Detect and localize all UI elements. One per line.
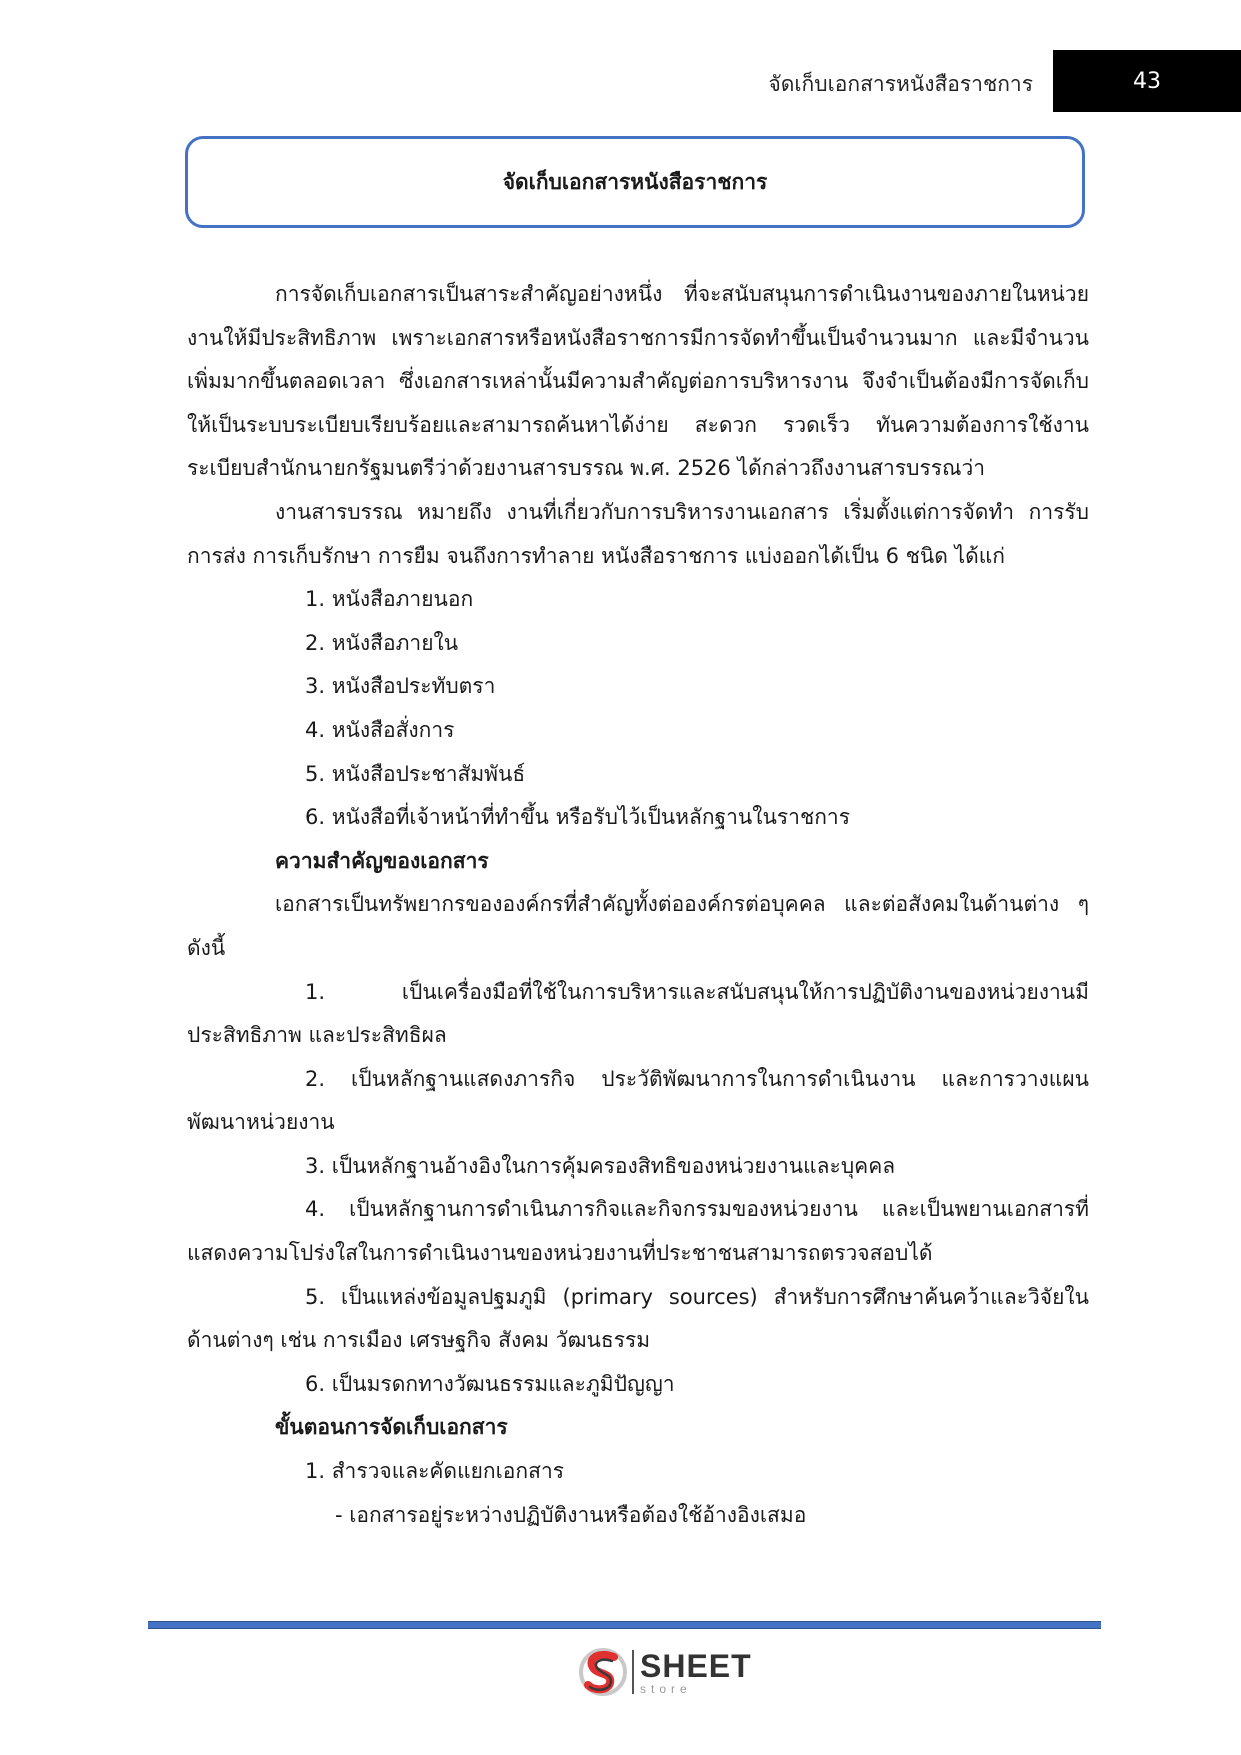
chapter-title: จัดเก็บเอกสารหนังสือราชการ bbox=[502, 169, 768, 194]
importance-item: 4. เป็นหลักฐานการดำเนินภารกิจและกิจกรรมของหน่วยงาน และเป็นพยานเอกสารที่แสดงความโปร่งใสในการดำเนินงานของหน่วยงานที่ประชาชนสามารถตรวจสอบได้ bbox=[187, 1197, 1089, 1266]
importance-item: 1. เป็นเครื่องมือที่ใช้ในการบริหารและสนับสนุนให้การปฏิบัติงานของหน่วยงานมีประสิทธิภาพ และประสิทธิผล bbox=[187, 979, 1089, 1048]
steps-heading: ขั้นตอนการจัดเก็บเอกสาร bbox=[275, 1415, 508, 1440]
importance-item: 6. เป็นมรดกทางวัฒนธรรมและภูมิปัญญา bbox=[305, 1371, 675, 1396]
doc-type-item: 4. หนังสือสั่งการ bbox=[305, 717, 455, 742]
sheet-store-logo-icon bbox=[578, 1645, 628, 1699]
step-sub-item: - เอกสารอยู่ระหว่างปฏิบัติงานหรือต้องใช้อ้างอิงเสมอ bbox=[335, 1502, 807, 1527]
intro-paragraph: การจัดเก็บเอกสารเป็นสาระสำคัญอย่างหนึ่ง ที่จะสนับสนุนการดำเนินงานของภายในหน่วยงานให้มีประสิทธิภาพ เพราะเอกสารหรือหนังสือราชการมีการจัดทำขึ้นเป็นจำนวนมาก และมีจำนวนเพิ่มมากขึ้นตลอดเวลา ซึ่งเอกสารเหล่านั้นมีความสำคัญต่อการบริหารงาน จึงจำเป็นต้องมีการจัดเก็บให้เป็นระบบระเบียบเรียบร้อยและสามารถค้นหาได้ง่าย สะดวก รวดเร็ว ทันความต้องการใช้งานระเบียบสำนักนายกรัฐมนตรีว่าด้วยงานสารบรรณ พ.ศ. 2526 ได้กล่าวถึงงานสารบรรณว่า bbox=[187, 282, 1089, 481]
logo-separator bbox=[632, 1650, 634, 1694]
definition-paragraph: งานสารบรรณ หมายถึง งานที่เกี่ยวกับการบริหารงานเอกสาร เริ่มตั้งแต่การจัดทำ การรับ การส่ง การเก็บรักษา การยืม จนถึงการทำลาย หนังสือราชการ แบ่งออกได้เป็น 6 ชนิด ได้แก่ bbox=[187, 499, 1089, 568]
logo-subword: store bbox=[640, 1681, 692, 1696]
doc-type-item: 3. หนังสือประทับตรา bbox=[305, 674, 496, 699]
importance-item: 5. เป็นแหล่งข้อมูลปฐมภูมิ (primary sources) สำหรับการศึกษาค้นคว้าและวิจัยในด้านต่างๆ เช่น การเมือง เศรษฐกิจ สังคม วัฒนธรรม bbox=[187, 1284, 1089, 1353]
logo-wordmark bbox=[640, 1647, 752, 1696]
logo-word: SHEET bbox=[640, 1647, 752, 1684]
footer-rule bbox=[148, 1621, 1101, 1629]
sheet-store-logo bbox=[578, 1645, 752, 1699]
page-number: 43 bbox=[1133, 68, 1161, 94]
chapter-title-box bbox=[185, 136, 1085, 228]
importance-intro: เอกสารเป็นทรัพยากรขององค์กรที่สำคัญทั้งต่อองค์กรต่อบุคคล และต่อสังคมในด้านต่าง ๆ ดังนี้ bbox=[187, 892, 1089, 960]
importance-item: 2. เป็นหลักฐานแสดงภารกิจ ประวัติพัฒนาการในการดำเนินงาน และการวางแผนพัฒนาหน่วยงาน bbox=[187, 1066, 1089, 1135]
step-item: 1. สำรวจและคัดแยกเอกสาร bbox=[305, 1459, 565, 1484]
doc-type-item: 2. หนังสือภายใน bbox=[305, 630, 459, 655]
running-header-title: จัดเก็บเอกสารหนังสือราชการ bbox=[768, 72, 1033, 96]
doc-type-item: 5. หนังสือประชาสัมพันธ์ bbox=[305, 761, 526, 786]
importance-item: 3. เป็นหลักฐานอ้างอิงในการคุ้มครองสิทธิของหน่วยงานและบุคคล bbox=[305, 1153, 896, 1178]
importance-heading: ความสำคัญของเอกสาร bbox=[275, 848, 489, 873]
doc-type-item: 6. หนังสือที่เจ้าหน้าที่ทำขึ้น หรือรับไว้เป็นหลักฐานในราชการ bbox=[305, 805, 851, 830]
page-number-badge bbox=[1053, 50, 1241, 112]
document-body bbox=[187, 273, 1089, 1537]
doc-type-item: 1. หนังสือภายนอก bbox=[305, 587, 474, 612]
